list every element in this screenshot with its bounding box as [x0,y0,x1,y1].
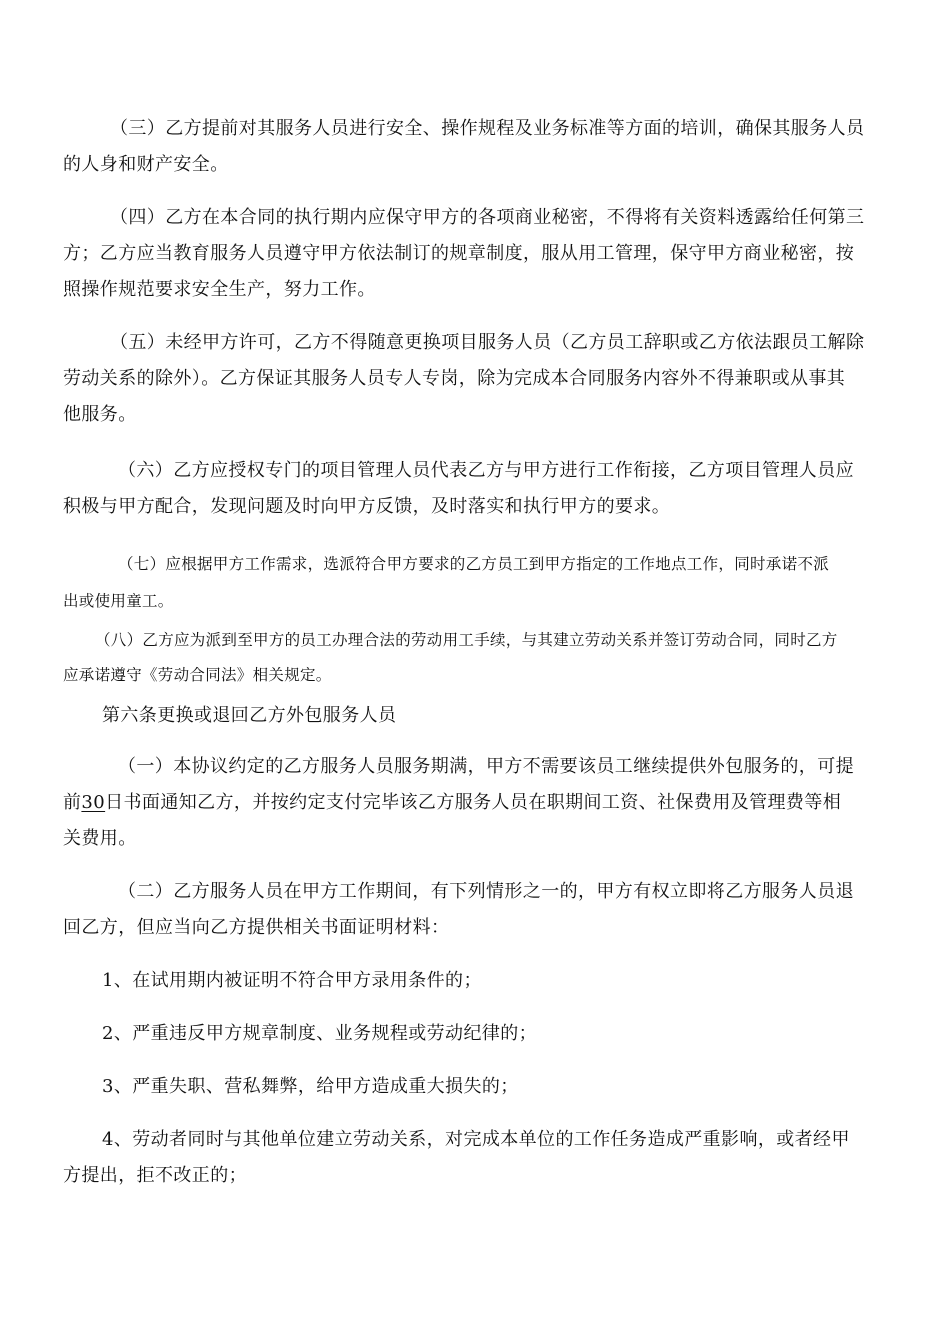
item-3: 3、严重失职、营私舞弊，给甲方造成重大损失的； [102,1076,519,1097]
clause-4-line-1: （四）乙方在本合同的执行期内应保守甲方的各项商业秘密，不得将有关资料透露给任何第三 [110,207,865,228]
sub-2-line-2: 回乙方，但应当向乙方提供相关书面证明材料： [63,917,450,938]
clause-8-line-2: 应承诺遵守《劳动合同法》相关规定。 [63,666,332,684]
sub-1-line-2 [63,790,841,816]
sub-1-rest: 日书面通知乙方，并按约定支付完毕该乙方服务人员在职期间工资、社保费用及管理费等相 [105,792,842,813]
clause-4-line-3: 照操作规范要求安全生产，努力工作。 [63,279,376,300]
clause-5-line-2: 劳动关系的除外）。乙方保证其服务人员专人专岗，除为完成本合同服务内容外不得兼职或从事其 [63,368,846,389]
clause-8-line-1: （八）乙方应为派到至甲方的员工办理合法的劳动用工手续，与其建立劳动关系并签订劳动合同，同时乙方 [95,631,838,649]
clause-7-line-2: 出或使用童工。 [63,592,174,610]
sub-2-line-1: （二）乙方服务人员在甲方工作期间，有下列情形之一的，甲方有权立即将乙方服务人员退 [118,881,854,902]
item-1: 1、在试用期内被证明不符合甲方录用条件的； [102,970,482,991]
clause-3-line-1: （三）乙方提前对其服务人员进行安全、操作规程及业务标准等方面的培训，确保其服务人员 [110,118,865,139]
clause-6-line-2: 积极与甲方配合，发现问题及时向甲方反馈，及时落实和执行甲方的要求。 [63,496,671,517]
clause-5-line-1: （五）未经甲方许可，乙方不得随意更换项目服务人员（乙方员工辞职或乙方依法跟员工解除 [110,332,865,353]
item-2: 2、严重违反甲方规章制度、业务规程或劳动纪律的； [102,1023,538,1044]
item-4-line-1: 4、劳动者同时与其他单位建立劳动关系，对完成本单位的工作任务造成严重影响，或者经甲 [102,1129,850,1150]
clause-3-line-2: 的人身和财产安全。 [63,154,229,175]
sub-1-prefix: 前 [63,792,82,813]
clause-5-line-3: 他服务。 [63,404,137,425]
clause-7-line-1: （七）应根据甲方工作需求，选派符合甲方要求的乙方员工到甲方指定的工作地点工作，同时承诺不派 [118,555,830,573]
article-6-heading: 第六条更换或退回乙方外包服务人员 [102,705,397,726]
sub-1-line-1: （一）本协议约定的乙方服务人员服务期满，甲方不需要该员工继续提供外包服务的，可提 [118,756,854,777]
clause-6-line-1: （六）乙方应授权专门的项目管理人员代表乙方与甲方进行工作衔接，乙方项目管理人员应 [118,460,854,481]
clause-4-line-2: 方；乙方应当教育服务人员遵守甲方依法制订的规章制度，服从用工管理，保守甲方商业秘密，按 [63,243,855,264]
sub-1-line-3: 关费用。 [63,828,137,849]
item-4-line-2: 方提出，拒不改正的； [63,1165,247,1186]
notice-days-value: 30 [81,792,106,813]
